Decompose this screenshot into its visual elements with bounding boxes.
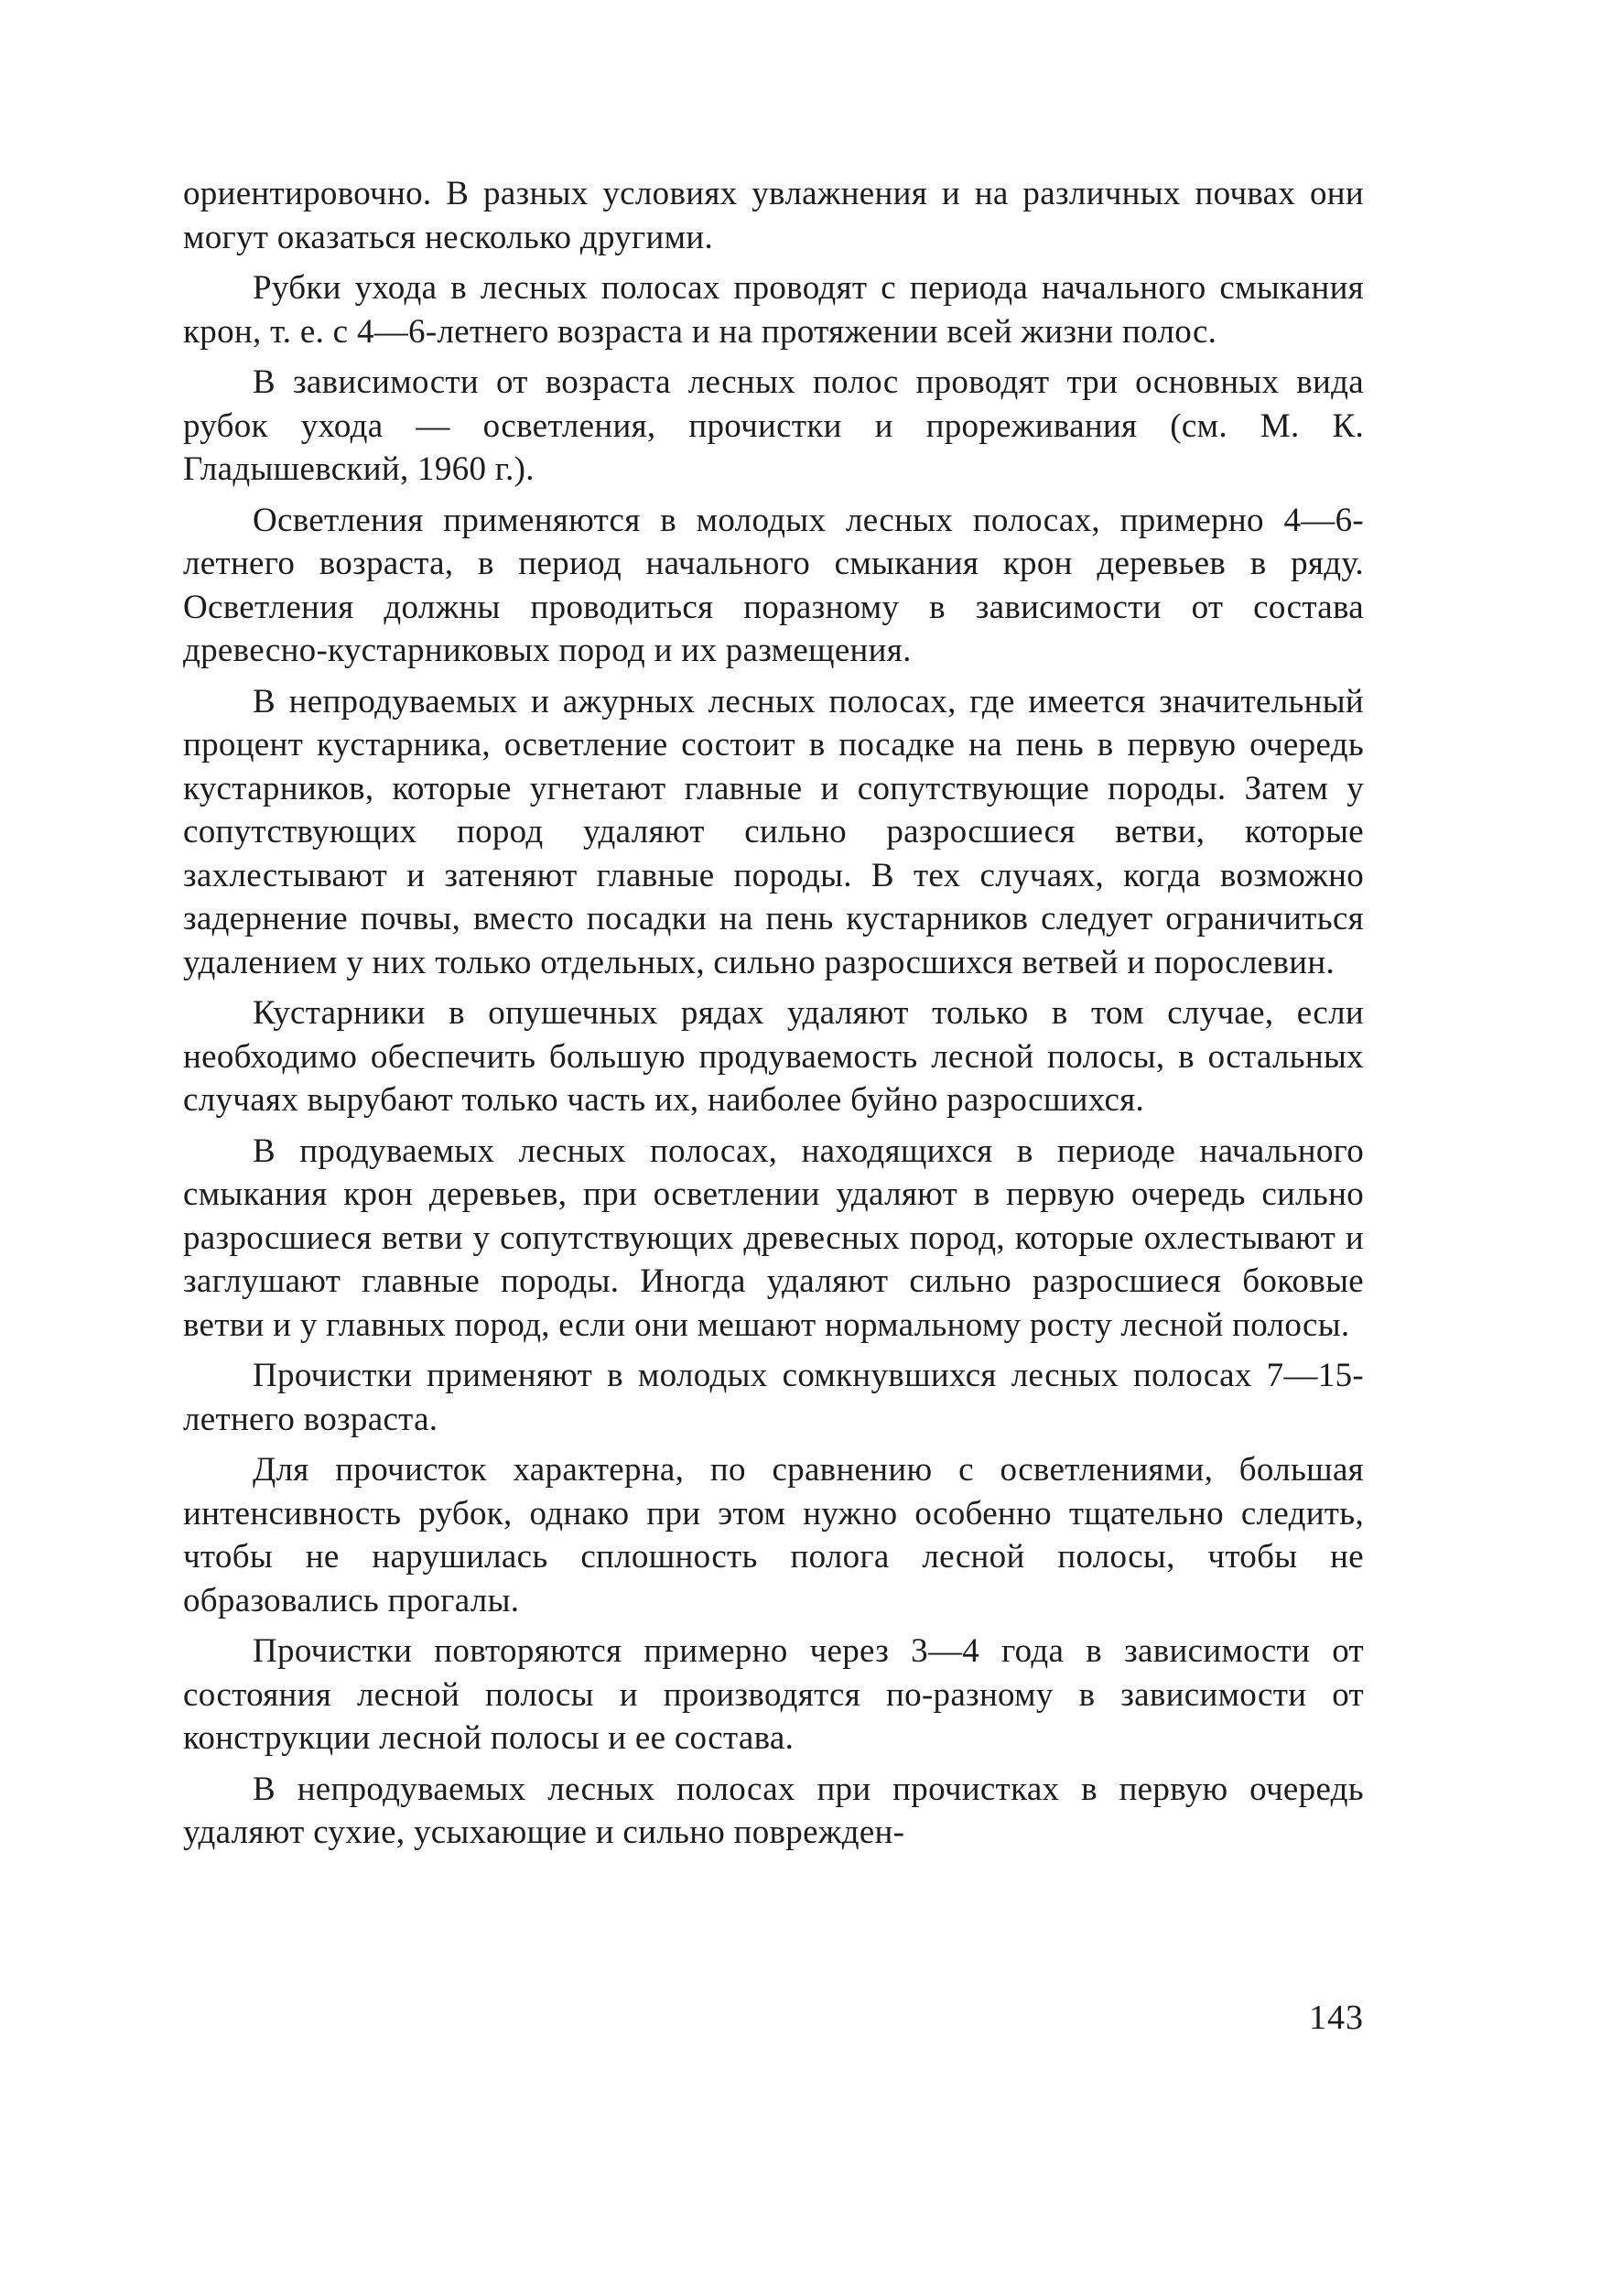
paragraph-ventilated-belts: В продуваемых лесных полосах, находящихся в периоде начального смыкания крон деревьев, при осветлении удаляют в первую очередь сильно разросшиеся ветви у сопутствующих древесных пород, которые охлестывают и заглушают главные породы. Иногда удаляют сильно разросшиеся боковые ветви и у главных пород, если они мешают нормальному росту лесной полосы. [183,1132,1364,1344]
paragraph-edge-shrubs: Кустарники в опушечных рядах удаляют только в том случае, если необходимо обеспечить большую продуваемость лесной полосы, в остальных случаях вырубают только часть их, наиболее буйно разросшихся. [183,994,1364,1119]
paragraph-cleaning-intensity: Для прочисток характерна, по сравнению с осветлениями, большая интенсивность рубок, однако при этом нужно особенно тщательно следить, чтобы не нарушилась сплошность полога лесной полосы, чтобы не образовались прогалы. [183,1451,1364,1619]
paragraph-cleaning-definition: Прочистки применяют в молодых сомкнувшихся лесных полосах 7—15-летнего возраста. [183,1357,1364,1438]
paragraph-clearing-definition: Осветления применяются в молодых лесных полосах, примерно 4—6-летнего возраста, в период начального смыкания крон деревьев в ряду. Осветления должны проводиться поразному в зависимости от состава древесно-кустарниковых пород и их размещения. [183,501,1364,669]
paragraph-continuation: ориентировочно. В разных условиях увлажнения и на различных почвах они могут оказаться несколько другими. [183,175,1364,256]
paragraph-dense-cleaning: В непродуваемых лесных полосах при прочистках в первую очередь удаляют сухие, усыхающие и сильно поврежден- [183,1770,1364,1851]
paragraph-cleaning-repeat: Прочистки повторяются примерно через 3—4 года в зависимости от состояния лесной полосы и производятся по-разному в зависимости от конструкции лесной полосы и ее состава. [183,1632,1364,1757]
paragraph-thinning-start: Рубки ухода в лесных полосах проводят с периода начального смыкания крон, т. е. с 4—6-летнего возраста и на протяжении всей жизни полос. [183,269,1364,351]
page-body-text [183,172,1364,1862]
paragraph-dense-belts: В непродуваемых и ажурных лесных полосах, где имеется значительный процент кустарника, осветление состоит в посадке на пень в первую очередь кустарников, которые угнетают главные и сопутствующие породы. Затем у сопутствующих пород удаляют сильно разросшиеся ветви, которые захлестывают и затеняют главные породы. В тех случаях, когда возможно задернение почвы, вместо посадки на пень кустарников следует ограничиться удалением у них только отдельных, сильно разросшихся ветвей и порослевин. [183,682,1364,981]
page-number: 143 [1309,1998,1364,2037]
paragraph-felling-types: В зависимости от возраста лесных полос проводят три основных вида рубок ухода — осветления, прочистки и прореживания (см. М. К. Гладышевский, 1960 г.). [183,363,1364,488]
